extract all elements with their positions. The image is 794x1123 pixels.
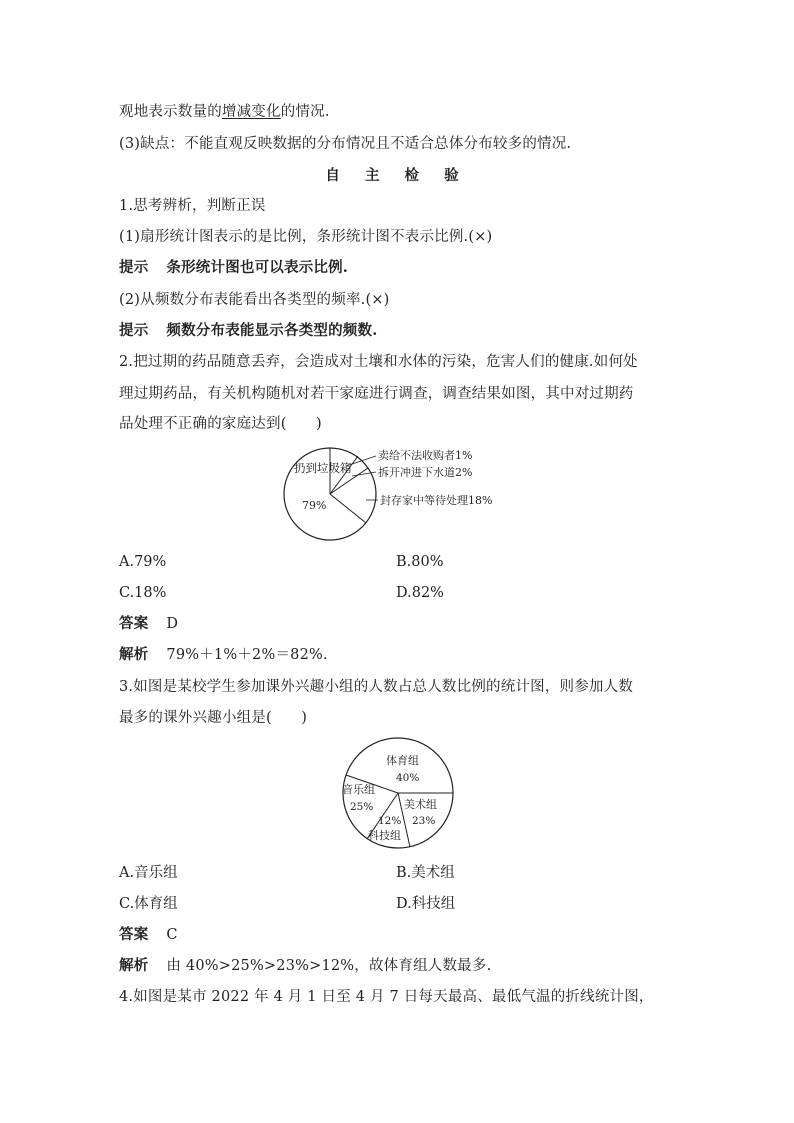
q2-stem-line-3: 品处理不正确的家庭达到( ) [119, 416, 322, 432]
q1-item-1: (1)扇形统计图表示的是比例，条形统计图不表示比例.(×) [119, 229, 493, 245]
q2-option-a: A.79% [119, 554, 167, 570]
q3-stem-line-1: 3.如图是某校学生参加课外兴趣小组的人数占总人数比例的统计图，则参加人数 [119, 679, 634, 695]
pie1-label-trash: 扔到垃圾箱 [294, 461, 352, 475]
pie2-label-music: 音乐组 [342, 783, 375, 796]
q2-option-d: D.82% [396, 585, 444, 601]
q3-answer [119, 925, 178, 945]
q2-stem-line-2: 理过期药品，有关机构随机对若干家庭进行调查，调查结果如图，其中对过期药 [119, 386, 634, 402]
analysis-label: 解析 [119, 957, 149, 974]
underlined-term: 增减变化 [221, 104, 281, 120]
q1-hint-1 [119, 258, 348, 278]
pie1-label-sell: 卖给不法收购者1% [378, 449, 473, 462]
q3-option-c: C.体育组 [119, 896, 178, 912]
q3-option-d: D.科技组 [396, 896, 456, 912]
answer-value: C [166, 927, 178, 943]
pie2-label-tech: 科技组 [368, 829, 401, 842]
q3-analysis [119, 956, 491, 976]
analysis-text: 由 40%>25%>23%>12%，故体育组人数最多. [166, 958, 492, 974]
q2-stem-line-1: 2.把过期的药品随意丢弃，会造成对土壤和水体的污染，危害人们的健康.如何处 [119, 354, 638, 370]
section-title: 自 主 检 验 [325, 167, 469, 184]
answer-label: 答案 [119, 615, 149, 632]
intro-line-2: (3)缺点：不能直观反映数据的分布情况且不适合总体分布较多的情况. [119, 136, 572, 152]
hint-label: 提示 [119, 259, 149, 276]
pie2-label-art: 美术组 [404, 798, 437, 811]
pie1-slice-store [330, 494, 366, 523]
q1-hint-2 [119, 321, 377, 341]
pie2-label-art-pct: 23% [412, 815, 436, 827]
pie1-label-trash-pct: 79% [302, 499, 327, 512]
hint-text: 条形统计图也可以表示比例. [166, 259, 349, 276]
q2-option-c: C.18% [119, 585, 167, 601]
answer-value: D [166, 616, 179, 632]
q4-stem-line-1: 4.如图是某市 2022 年 4 月 1 日至 4 月 7 日每天最高、最低气温的折线统计图， [119, 989, 654, 1005]
hint-text: 频数分布表能显示各类型的频数. [166, 322, 378, 339]
q2-analysis [119, 645, 328, 665]
q2-option-b: B.80% [396, 554, 444, 570]
pie1-label-store: 封存家中等待处理18% [380, 494, 493, 507]
pie-chart-interest-groups [338, 736, 458, 850]
q3-stem-line-2: 最多的课外兴趣小组是( ) [119, 710, 308, 726]
pie1-label-sewer: 拆开冲进下水道2% [378, 466, 473, 479]
pie2-label-music-pct: 25% [350, 801, 374, 813]
q1-stem: 1.思考辨析，判断正误 [119, 198, 266, 214]
answer-label: 答案 [119, 926, 149, 943]
pie-chart-medicine [278, 446, 538, 546]
analysis-text: 79%＋1%＋2%＝82%. [166, 647, 328, 663]
q2-answer [119, 614, 178, 634]
intro-line-1 [119, 102, 330, 122]
pie2-label-sports-pct: 40% [396, 772, 420, 784]
q1-item-2: (2)从频数分布表能看出各类型的频率.(×) [119, 292, 390, 308]
hint-label: 提示 [119, 322, 149, 339]
intro-text-end: 的情况. [280, 104, 330, 120]
pie2-label-sports: 体育组 [386, 754, 419, 767]
q3-option-b: B.美术组 [396, 865, 455, 881]
intro-text: 观地表示数量的 [119, 104, 222, 120]
q3-option-a: A.音乐组 [119, 865, 178, 881]
pie2-label-tech-pct: 12% [378, 815, 402, 827]
analysis-label: 解析 [119, 646, 149, 663]
